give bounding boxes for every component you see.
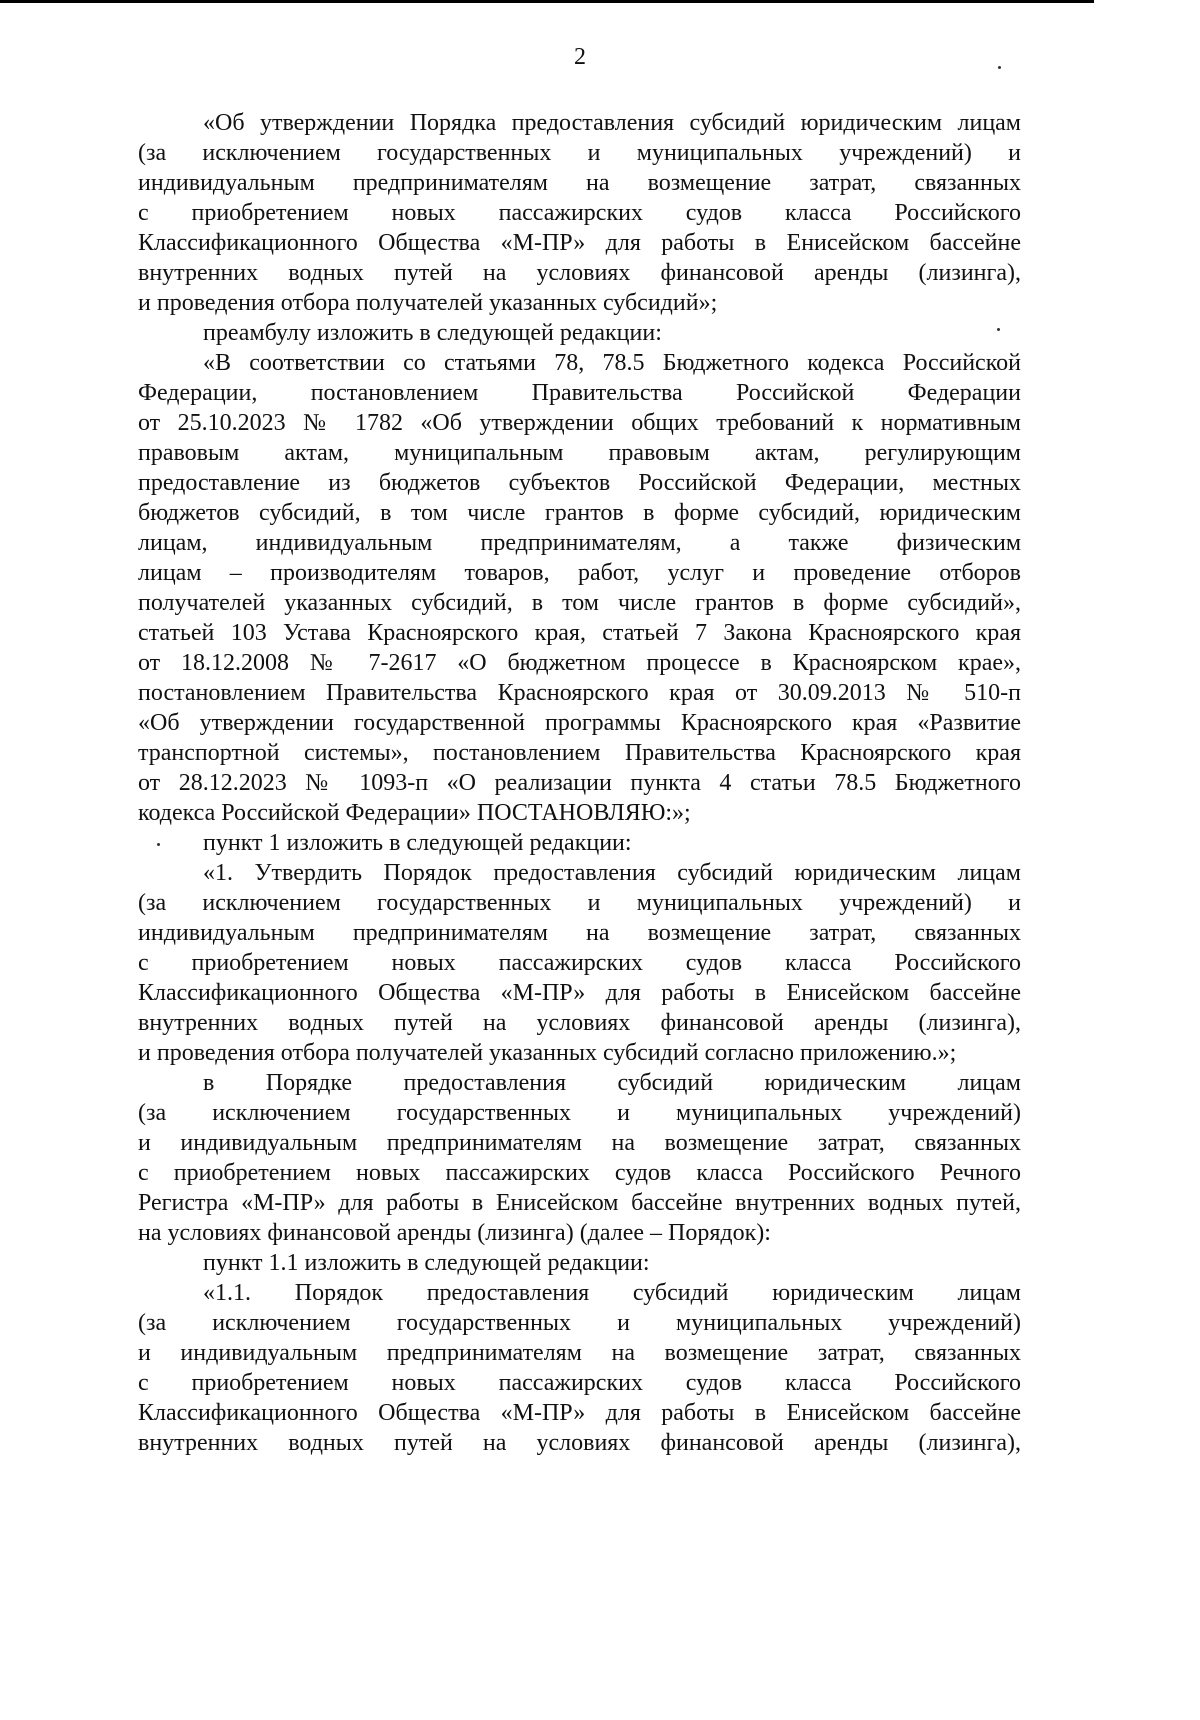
text-line: от 18.12.2008 № 7-2617 «О бюджетном процессе в Красноярском крае», bbox=[138, 650, 1021, 676]
text-line: внутренних водных путей на условиях финансовой аренды (лизинга), bbox=[138, 260, 1021, 286]
text-line: «Об утверждении Порядка предоставления субсидий юридическим лицам bbox=[203, 110, 1021, 136]
text-line: преамбулу изложить в следующей редакции: bbox=[203, 320, 662, 346]
text-line: транспортной системы», постановлением Правительства Красноярского края bbox=[138, 740, 1021, 766]
document-body bbox=[138, 108, 1021, 1458]
text-line: (за исключением государственных и муниципальных учреждений) и bbox=[138, 140, 1021, 166]
text-line: кодекса Российской Федерации» ПОСТАНОВЛЯЮ:»; bbox=[138, 800, 691, 826]
text-line: (за исключением государственных и муниципальных учреждений) и bbox=[138, 890, 1021, 916]
text-line: с приобретением новых пассажирских судов класса Российского bbox=[138, 950, 1021, 976]
text-line: лицам – производителям товаров, работ, услуг и проведение отборов bbox=[138, 560, 1021, 586]
scan-border bbox=[0, 0, 1094, 3]
text-line: и индивидуальным предпринимателям на возмещение затрат, связанных bbox=[138, 1130, 1021, 1156]
text-line: «1. Утвердить Порядок предоставления субсидий юридическим лицам bbox=[203, 860, 1021, 886]
text-line: и индивидуальным предпринимателям на возмещение затрат, связанных bbox=[138, 1340, 1021, 1366]
text-line: «В соответствии со статьями 78, 78.5 Бюджетного кодекса Российской bbox=[203, 350, 1021, 376]
text-line: предоставление из бюджетов субъектов Российской Федерации, местных bbox=[138, 470, 1021, 496]
text-line: лицам, индивидуальным предпринимателям, а также физическим bbox=[138, 530, 1021, 556]
text-line: внутренних водных путей на условиях финансовой аренды (лизинга), bbox=[138, 1010, 1021, 1036]
text-line: Регистра «М-ПР» для работы в Енисейском бассейне внутренних водных путей, bbox=[138, 1190, 1021, 1216]
text-line: Федерации, постановлением Правительства Российской Федерации bbox=[138, 380, 1021, 406]
text-line: «Об утверждении государственной программы Красноярского края «Развитие bbox=[138, 710, 1021, 736]
text-line: пункт 1.1 изложить в следующей редакции: bbox=[203, 1250, 650, 1276]
text-line: и проведения отбора получателей указанных субсидий»; bbox=[138, 290, 718, 316]
text-line: на условиях финансовой аренды (лизинга) (далее – Порядок): bbox=[138, 1220, 771, 1246]
text-line: и проведения отбора получателей указанных субсидий согласно приложению.»; bbox=[138, 1040, 957, 1066]
text-line: с приобретением новых пассажирских судов класса Российского bbox=[138, 1370, 1021, 1396]
text-line: Классификационного Общества «М-ПР» для работы в Енисейском бассейне bbox=[138, 230, 1021, 256]
text-line: правовым актам, муниципальным правовым актам, регулирующим bbox=[138, 440, 1021, 466]
text-line: статьей 103 Устава Красноярского края, статьей 7 Закона Красноярского края bbox=[138, 620, 1021, 646]
text-line: в Порядке предоставления субсидий юридическим лицам bbox=[203, 1070, 1021, 1096]
text-line: Классификационного Общества «М-ПР» для работы в Енисейском бассейне bbox=[138, 1400, 1021, 1426]
text-line: пункт 1 изложить в следующей редакции: bbox=[203, 830, 632, 856]
text-line: от 28.12.2023 № 1093-п «О реализации пункта 4 статьи 78.5 Бюджетного bbox=[138, 770, 1021, 796]
text-line: от 25.10.2023 № 1782 «Об утверждении общих требований к нормативным bbox=[138, 410, 1021, 436]
text-line: с приобретением новых пассажирских судов класса Российского bbox=[138, 200, 1021, 226]
text-line: (за исключением государственных и муниципальных учреждений) bbox=[138, 1310, 1021, 1336]
text-line: с приобретением новых пассажирских судов класса Российского Речного bbox=[138, 1160, 1021, 1186]
text-line: получателей указанных субсидий, в том числе грантов в форме субсидий», bbox=[138, 590, 1021, 616]
text-line: бюджетов субсидий, в том числе грантов в форме субсидий, юридическим bbox=[138, 500, 1021, 526]
text-line: индивидуальным предпринимателям на возмещение затрат, связанных bbox=[138, 920, 1021, 946]
text-line: «1.1. Порядок предоставления субсидий юридическим лицам bbox=[203, 1280, 1021, 1306]
text-line: постановлением Правительства Красноярского края от 30.09.2013 № 510-п bbox=[138, 680, 1021, 706]
page-number: 2 bbox=[574, 44, 586, 70]
text-line: Классификационного Общества «М-ПР» для работы в Енисейском бассейне bbox=[138, 980, 1021, 1006]
text-line: (за исключением государственных и муниципальных учреждений) bbox=[138, 1100, 1021, 1126]
text-line: внутренних водных путей на условиях финансовой аренды (лизинга), bbox=[138, 1430, 1021, 1456]
text-line: индивидуальным предпринимателям на возмещение затрат, связанных bbox=[138, 170, 1021, 196]
